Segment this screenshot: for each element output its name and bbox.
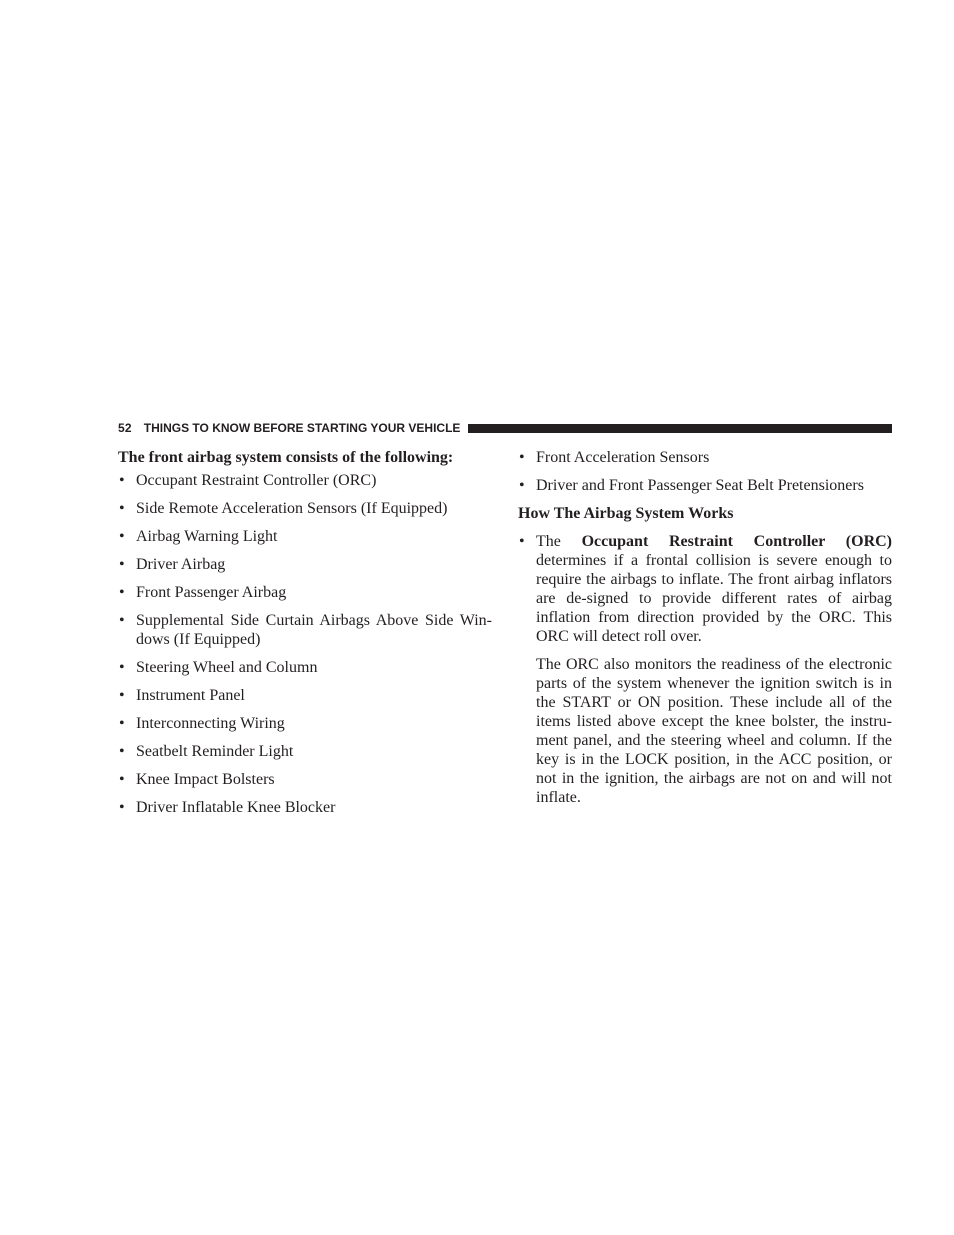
how-it-works-heading: How The Airbag System Works bbox=[518, 505, 734, 522]
bullet-icon: • bbox=[119, 771, 125, 788]
components-list-continued bbox=[518, 448, 892, 495]
bullet-icon: • bbox=[119, 659, 125, 676]
list-item: • Occupant Restraint Controller (ORC) bbox=[119, 472, 377, 489]
components-heading: The front airbag system consists of the following: bbox=[118, 449, 454, 466]
bullet-icon: • bbox=[119, 528, 125, 545]
bullet-icon: • bbox=[119, 743, 125, 760]
list-item: • Driver and Front Passenger Seat Belt Pretensioners bbox=[519, 477, 864, 494]
bullet-icon: • bbox=[119, 799, 125, 816]
bullet-icon: • bbox=[119, 500, 125, 517]
bullet-icon: • bbox=[119, 715, 125, 732]
list-item: • Driver Inflatable Knee Blocker bbox=[119, 799, 336, 816]
how-it-works-list bbox=[518, 532, 892, 646]
bullet-icon: • bbox=[119, 584, 125, 601]
section-title: THINGS TO KNOW BEFORE STARTING YOUR VEHICLE bbox=[143, 421, 461, 435]
bullet-icon: • bbox=[519, 477, 525, 494]
orc-term: Occupant Restraint Controller (ORC) bbox=[581, 533, 893, 550]
list-item: • Instrument Panel bbox=[119, 687, 245, 704]
list-item: • Seatbelt Reminder Light bbox=[119, 743, 294, 760]
left-column bbox=[118, 448, 492, 826]
bullet-icon: • bbox=[119, 472, 125, 489]
page-header bbox=[118, 418, 892, 438]
bullet-icon: • bbox=[519, 449, 525, 466]
bullet-icon: • bbox=[119, 556, 125, 573]
list-item: • Airbag Warning Light bbox=[119, 528, 278, 545]
bullet-icon: • bbox=[119, 612, 125, 629]
list-item: • Front Passenger Airbag bbox=[119, 584, 287, 601]
list-item: • Driver Airbag bbox=[119, 556, 226, 573]
list-item: • Interconnecting Wiring bbox=[119, 715, 285, 732]
page-number: 52 bbox=[118, 421, 132, 435]
list-item: • Front Acceleration Sensors bbox=[519, 449, 710, 466]
bullet-icon: • bbox=[519, 533, 525, 550]
list-item: • Knee Impact Bolsters bbox=[119, 771, 275, 788]
list-item: • Side Remote Acceleration Sensors (If Equipped) bbox=[119, 500, 448, 517]
components-list bbox=[118, 471, 492, 817]
bullet-icon: • bbox=[119, 687, 125, 704]
orc-monitoring-paragraph: The ORC also monitors the readiness of the electronic parts of the system whenever the ignition switch is in the START or ON position. These include all of the items listed above except the knee bolster, the instru-ment panel, and the steering wheel and column. If the key is in the LOCK position, in the ACC position, or not in the ignition, the airbags are not on and will not inflate. bbox=[536, 656, 892, 806]
list-item: • Supplemental Side Curtain Airbags Above Side Win-dows (If Equipped) bbox=[119, 612, 492, 648]
header-rule bbox=[468, 424, 892, 433]
right-column bbox=[518, 448, 892, 807]
list-item: • The Occupant Restraint Controller (ORC) determines if a frontal collision is severe enough to require the airbags to inflate. The front airbag inflators are de-signed to provide different rates of airbag inflation from direction provided by the ORC. This ORC will detect roll over. bbox=[519, 533, 893, 645]
list-item: • Steering Wheel and Column bbox=[119, 659, 318, 676]
